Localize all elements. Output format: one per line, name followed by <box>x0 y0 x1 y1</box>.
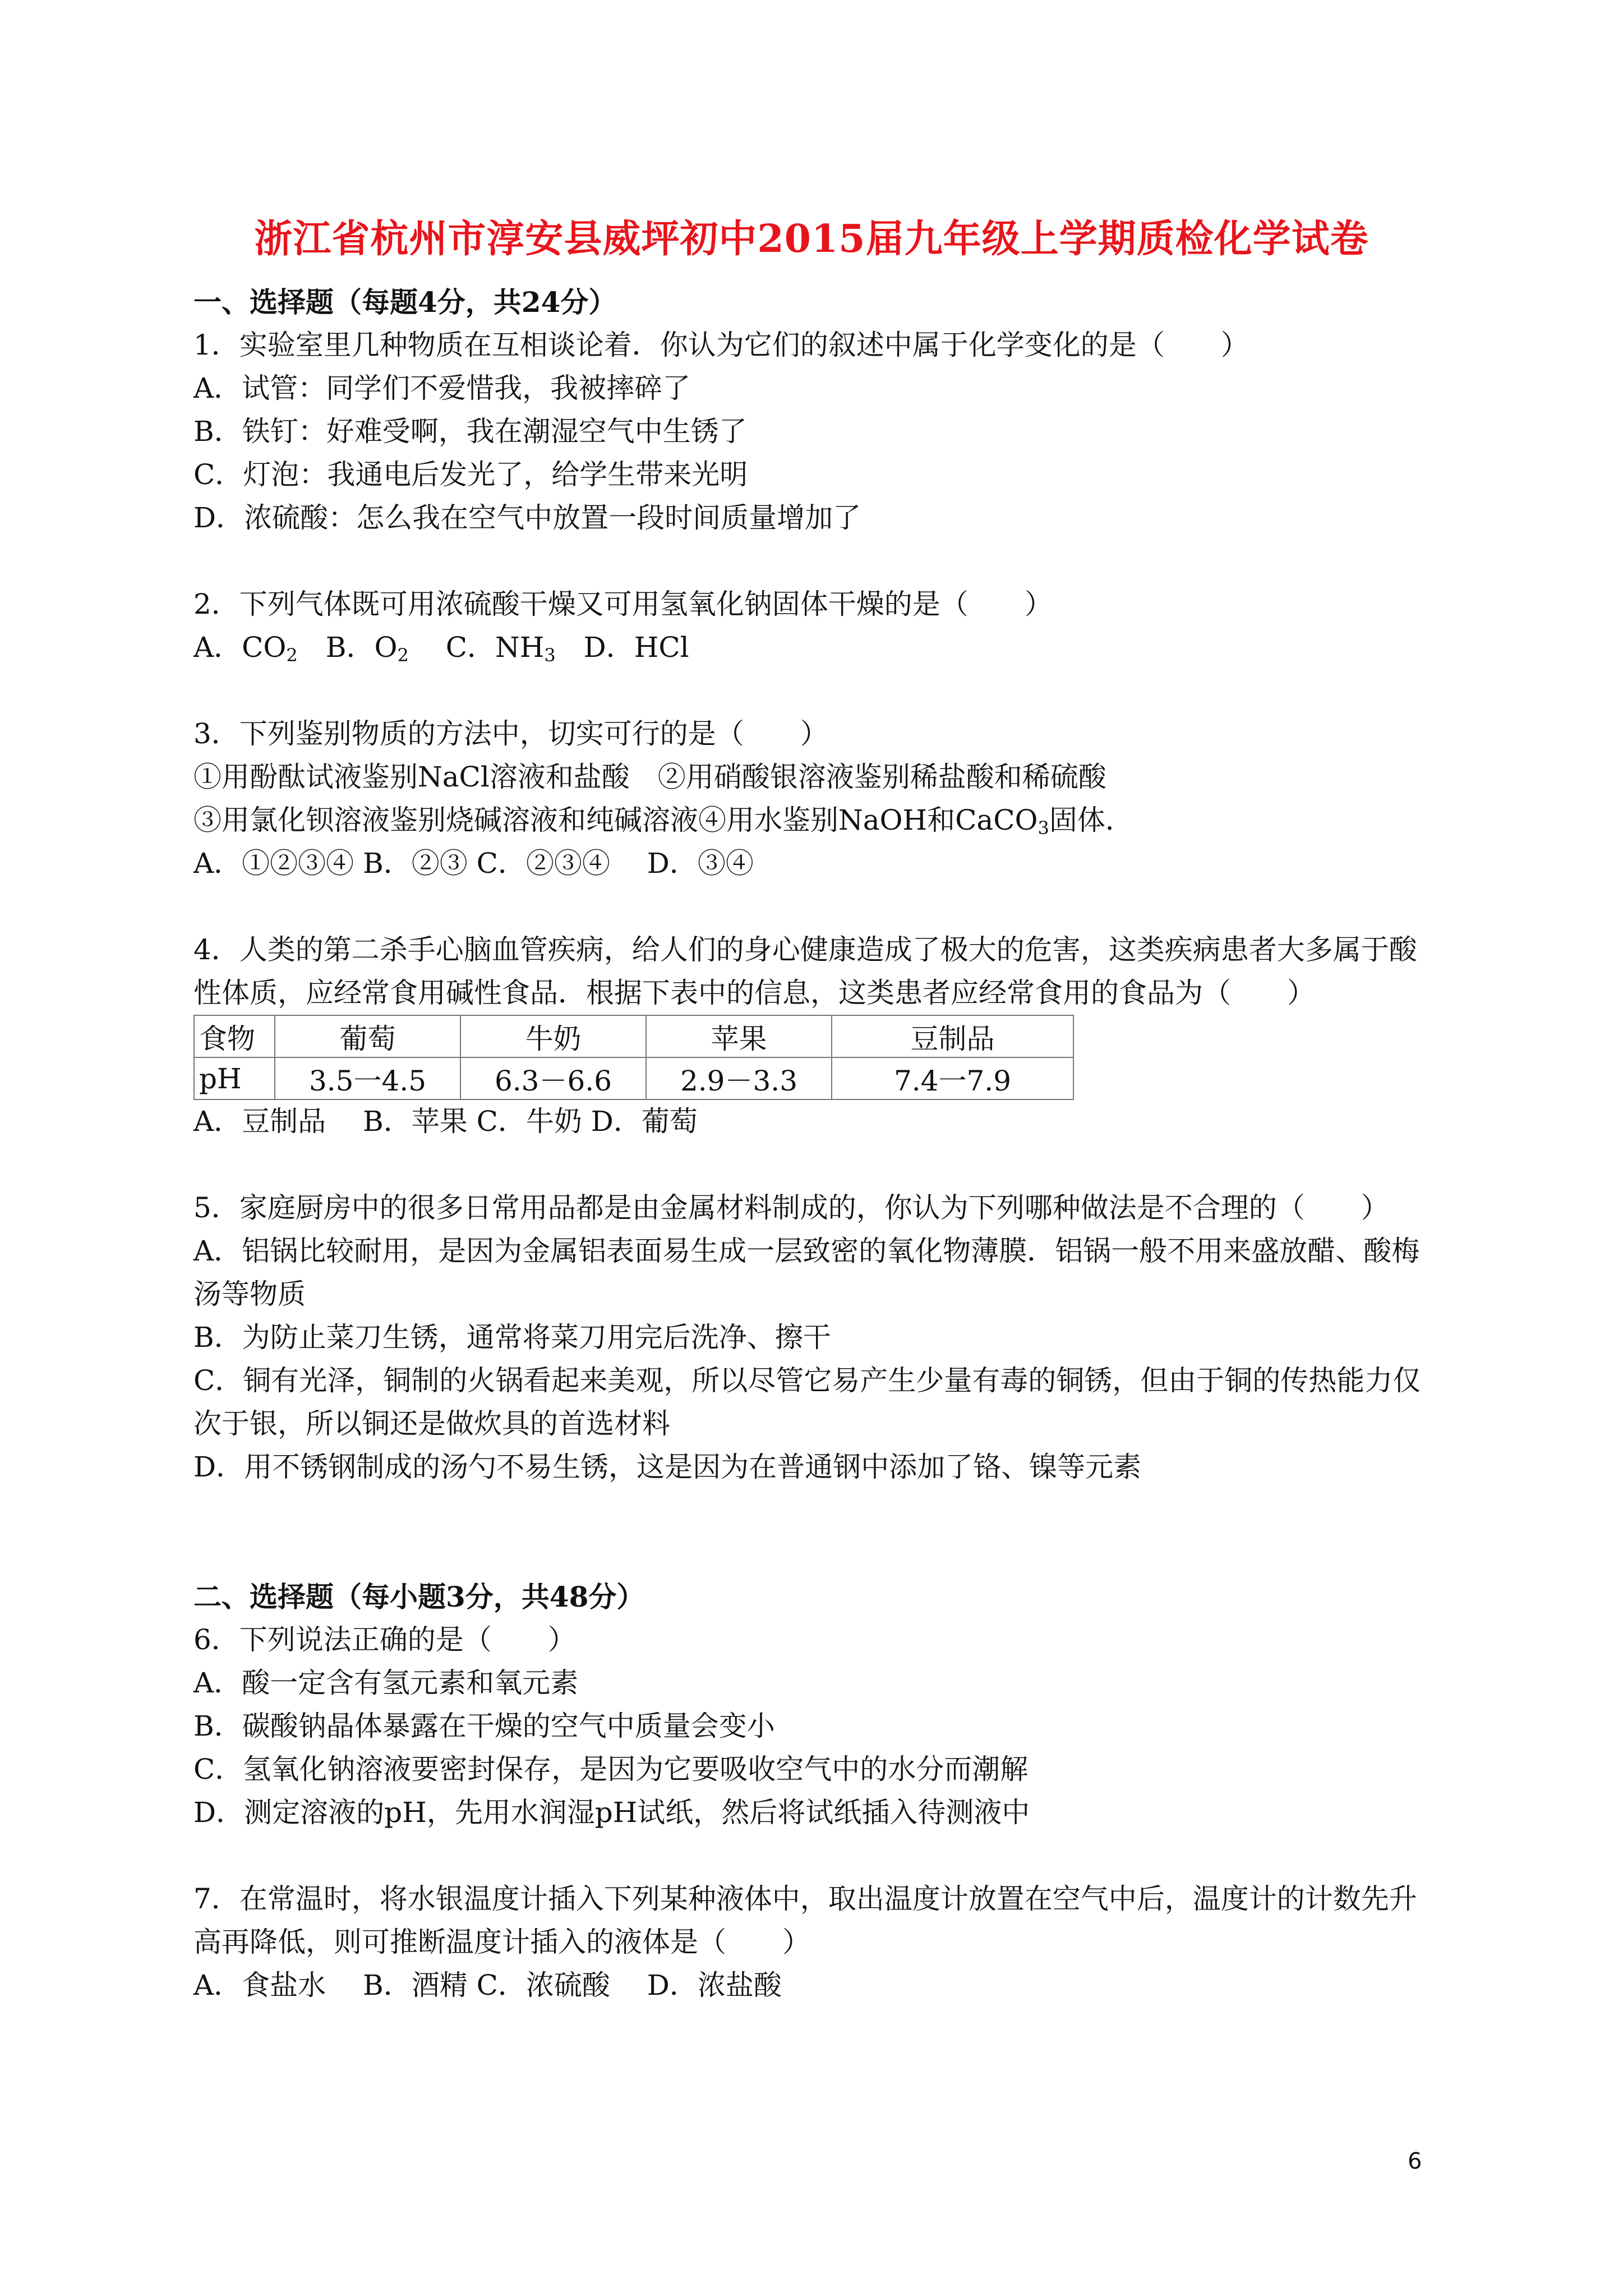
question-stem: 3．下列鉴别物质的方法中，切实可行的是（ ） <box>193 717 828 750</box>
statement-line: ①用酚酞试液鉴别NaCl溶液和盐酸 ②用硝酸银溶液鉴别稀盐酸和稀硫酸 <box>193 761 1106 793</box>
table-cell: 食物 <box>194 1015 275 1057</box>
question-stem: 性体质，应经常食用碱性食品．根据下表中的信息，这类患者应经常食用的食品为（ ） <box>193 977 1315 1009</box>
table-row <box>194 1015 1073 1057</box>
options: A．$CO_2$ B．$O_2$ C．$NH_3$ D．HCl <box>193 631 689 666</box>
options: A．①②③④ B．②③ C．②③④ D．③④ <box>193 847 754 880</box>
table-cell: 6.3－6.6 <box>460 1057 646 1099</box>
option-b: B．为防止菜刀生锈，通常将菜刀用完后洗净、擦干 <box>193 1321 831 1354</box>
option-a: A．铝锅比较耐用，是因为金属铝表面易生成一层致密的氧化物薄膜．铝锅一般不用来盛放醋、酸梅 <box>193 1235 1420 1267</box>
page-title: 浙江省杭州市淳安县威坪初中2015届九年级上学期质检化学试卷 <box>254 217 1369 261</box>
option-c: C．灯泡：我通电后发光了，给学生带来光明 <box>193 458 748 491</box>
table-row <box>194 1057 1073 1099</box>
question-stem: 4．人类的第二杀手心脑血管疾病，给人们的身心健康造成了极大的危害，这类疾病患者大多属于酸 <box>193 933 1417 966</box>
table-cell: 2.9－3.3 <box>646 1057 832 1099</box>
question-stem: 1．实验室里几种物质在互相谈论着．你认为它们的叙述中属于化学变化的是（ ） <box>193 329 1249 361</box>
question-stem: 5．家庭厨房中的很多日常用品都是由金属材料制成的，你认为下列哪种做法是不合理的（ ） <box>193 1191 1389 1224</box>
question-stem: 6．下列说法正确的是（ ） <box>193 1623 576 1656</box>
table-cell: 豆制品 <box>832 1015 1073 1057</box>
options: A．食盐水 B．酒精 C．浓硫酸 D．浓盐酸 <box>193 1969 782 2001</box>
option-d: D．浓硫酸：怎么我在空气中放置一段时间质量增加了 <box>193 501 861 534</box>
option-d: D．用不锈钢制成的汤勺不易生锈，这是因为在普通钢中添加了铬、镍等元素 <box>193 1451 1142 1483</box>
question-stem: 7．在常温时，将水银温度计插入下列某种液体中，取出温度计放置在空气中后，温度计的计数先升 <box>193 1883 1417 1915</box>
question-stem: 高再降低，则可推断温度计插入的液体是（ ） <box>193 1926 810 1958</box>
page-number: 6 <box>1408 2148 1422 2174</box>
table-cell: 3.5一4.5 <box>275 1057 460 1099</box>
option-a: A．酸一定含有氢元素和氧元素 <box>193 1667 579 1699</box>
statement-line: ③用氯化钡溶液鉴别烧碱溶液和纯碱溶液④用水鉴别NaOH和CaCO$_3$固体． <box>193 804 1133 839</box>
option-a-cont: 汤等物质 <box>193 1278 306 1310</box>
section-heading: 一、选择题（每题4分，共24分） <box>193 286 617 319</box>
option-d: D．测定溶液的pH，先用水润湿pH试纸，然后将试纸插入待测液中 <box>193 1796 1030 1829</box>
section-heading: 二、选择题（每小题3分，共48分） <box>193 1580 645 1613</box>
option-c: C．铜有光泽，铜制的火锅看起来美观，所以尽管它易产生少量有毒的铜锈，但由于铜的传热能力仅 <box>193 1364 1421 1397</box>
table-cell: pH <box>194 1057 275 1099</box>
option-b: B．铁钉：好难受啊，我在潮湿空气中生锈了 <box>193 415 747 448</box>
option-b: B．碳酸钠晶体暴露在干燥的空气中质量会变小 <box>193 1710 775 1742</box>
option-a: A．试管：同学们不爱惜我，我被摔碎了 <box>193 372 691 404</box>
option-c: C．氢氧化钠溶液要密封保存，是因为它要吸收空气中的水分而潮解 <box>193 1753 1029 1786</box>
table-cell: 苹果 <box>646 1015 832 1057</box>
food-ph-table <box>193 1015 1074 1100</box>
question-stem: 2．下列气体既可用浓硫酸干燥又可用氢氧化钠固体干燥的是（ ） <box>193 588 1053 620</box>
options: A．豆制品 B．苹果 C．牛奶 D．葡萄 <box>193 1105 698 1138</box>
table-cell: 牛奶 <box>460 1015 646 1057</box>
table-cell: 7.4一7.9 <box>832 1057 1073 1099</box>
exam-content <box>193 280 1450 2007</box>
option-c-cont: 次于银，所以铜还是做炊具的首选材料 <box>193 1407 670 1440</box>
table-cell: 葡萄 <box>275 1015 460 1057</box>
